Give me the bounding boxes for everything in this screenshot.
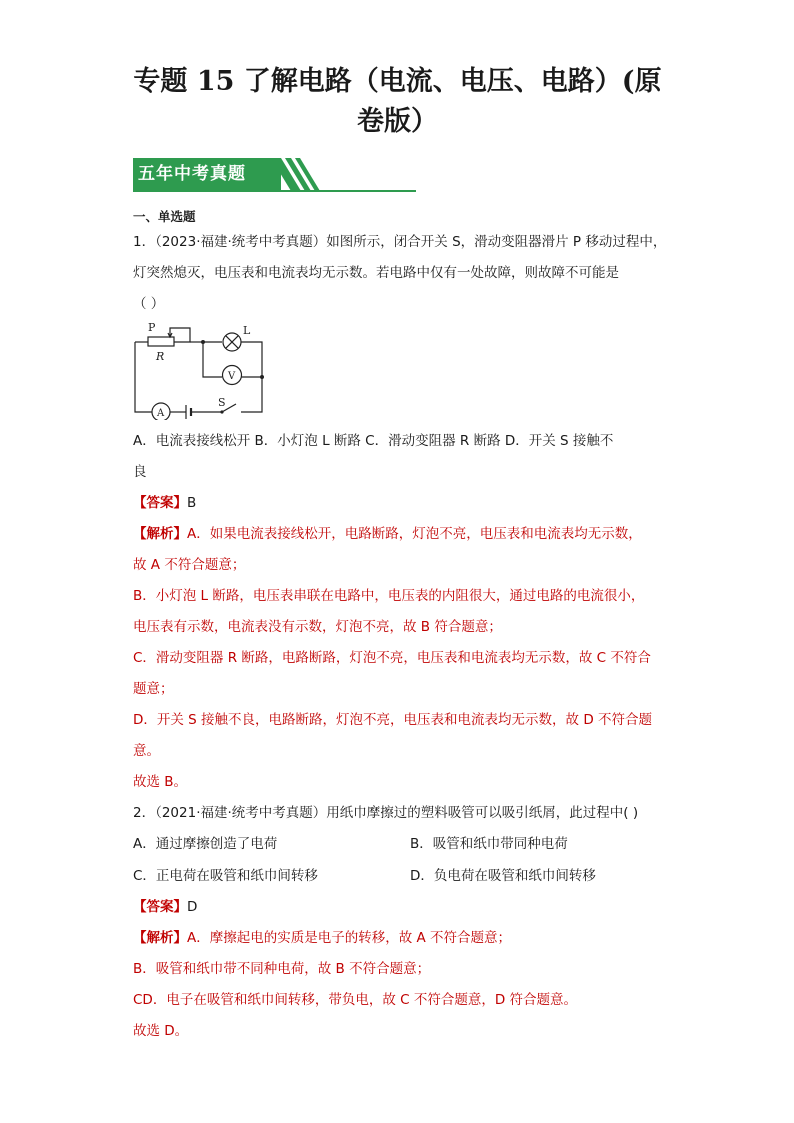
answer-tag: 【答案】 [133, 495, 187, 511]
label-s: S [218, 396, 226, 409]
q2-conclusion: 故选 D。 [133, 1023, 189, 1039]
q1-stem-line-1: 1．（2023·福建·统考中考真题）如图所示，闭合开关 S，滑动变阻器滑片 P 移动过程中， [133, 234, 667, 250]
label-v: V [228, 371, 236, 382]
q1-options-line-1: A．电流表接线松开 B．小灯泡 L 断路 C．滑动变阻器 R 断路 D．开关 S 接触不 [133, 433, 614, 449]
q1-circuit-diagram [128, 320, 273, 420]
answer-tag: 【答案】 [133, 899, 187, 915]
junction-dot-top [201, 340, 205, 344]
q2-analysis-line-1: 【解析】A．摩擦起电的实质是电子的转移，故 A 不符合题意； [133, 930, 512, 946]
q2-option-b: B．吸管和纸巾带同种电荷 [410, 836, 568, 852]
q1-stem-line-3: （ ） [133, 296, 165, 312]
title-line-1: 专题 15 了解电路（电流、电压、电路）(原 [133, 66, 662, 97]
label-p: P [148, 321, 156, 334]
switch-pivot [220, 410, 223, 413]
rheostat-resistor [148, 337, 174, 346]
junction-dot-right [260, 375, 264, 379]
label-l: L [243, 324, 251, 337]
label-a: A [157, 408, 165, 419]
q2-analysis-line-2: B．吸管和纸巾带不同种电荷，故 B 不符合题意； [133, 961, 431, 977]
banner-underline [133, 190, 416, 192]
section-banner [133, 158, 418, 192]
title-line-2: 卷版） [357, 106, 438, 137]
q1-analysis-line-6: 题意； [133, 681, 174, 697]
q1-analysis-line-1: 【解析】A．如果电流表接线松开，电路断路，灯泡不亮，电压表和电流表均无示数， [133, 526, 642, 542]
q1-analysis-line-5: C．滑动变阻器 R 断路，电路断路，灯泡不亮，电压表和电流表均无示数，故 C 不符合 [133, 650, 651, 666]
q2-analysis-line-3: CD．电子在吸管和纸巾间转移，带负电，故 C 不符合题意，D 符合题意。 [133, 992, 578, 1008]
analysis-tag: 【解析】 [133, 930, 187, 946]
q2-option-d: D．负电荷在吸管和纸巾间转移 [410, 868, 596, 884]
q1-analysis-line-7: D．开关 S 接触不良，电路断路，灯泡不亮，电压表和电流表均无示数，故 D 不符合题 [133, 712, 653, 728]
banner-stripes-icon [271, 158, 331, 192]
banner-label: 五年中考真题 [133, 158, 281, 191]
q1-answer [133, 493, 196, 513]
q2-option-a: A．通过摩擦创造了电荷 [133, 836, 278, 852]
q2-answer [133, 897, 197, 917]
analysis-tag: 【解析】 [133, 526, 187, 542]
q2-option-c: C．正电荷在吸管和纸巾间转移 [133, 868, 318, 884]
label-r: R [156, 350, 165, 363]
q1-analysis-line-3: B．小灯泡 L 断路，电压表串联在电路中，电压表的内阻很大，通过电路的电流很小， [133, 588, 645, 604]
q1-analysis-line-8: 意。 [133, 743, 160, 759]
q1-analysis-line-4: 电压表有示数，电流表没有示数，灯泡不亮，故 B 符合题意； [133, 619, 502, 635]
q1-options-line-2: 良 [133, 464, 147, 480]
q1-stem-line-2: 灯突然熄灭，电压表和电流表均无示数。若电路中仅有一处故障，则故障不可能是 [133, 265, 619, 281]
q1-conclusion: 故选 B。 [133, 774, 188, 790]
document-title [120, 62, 675, 142]
q2-stem: 2．（2021·福建·统考中考真题）用纸巾摩擦过的塑料吸管可以吸引纸屑，此过程中( ) [133, 805, 639, 821]
answer-value: D [187, 899, 198, 915]
answer-value: B [187, 495, 197, 511]
q1-analysis-line-2: 故 A 不符合题意； [133, 557, 246, 573]
section-heading: 一、单选题 [133, 209, 196, 224]
